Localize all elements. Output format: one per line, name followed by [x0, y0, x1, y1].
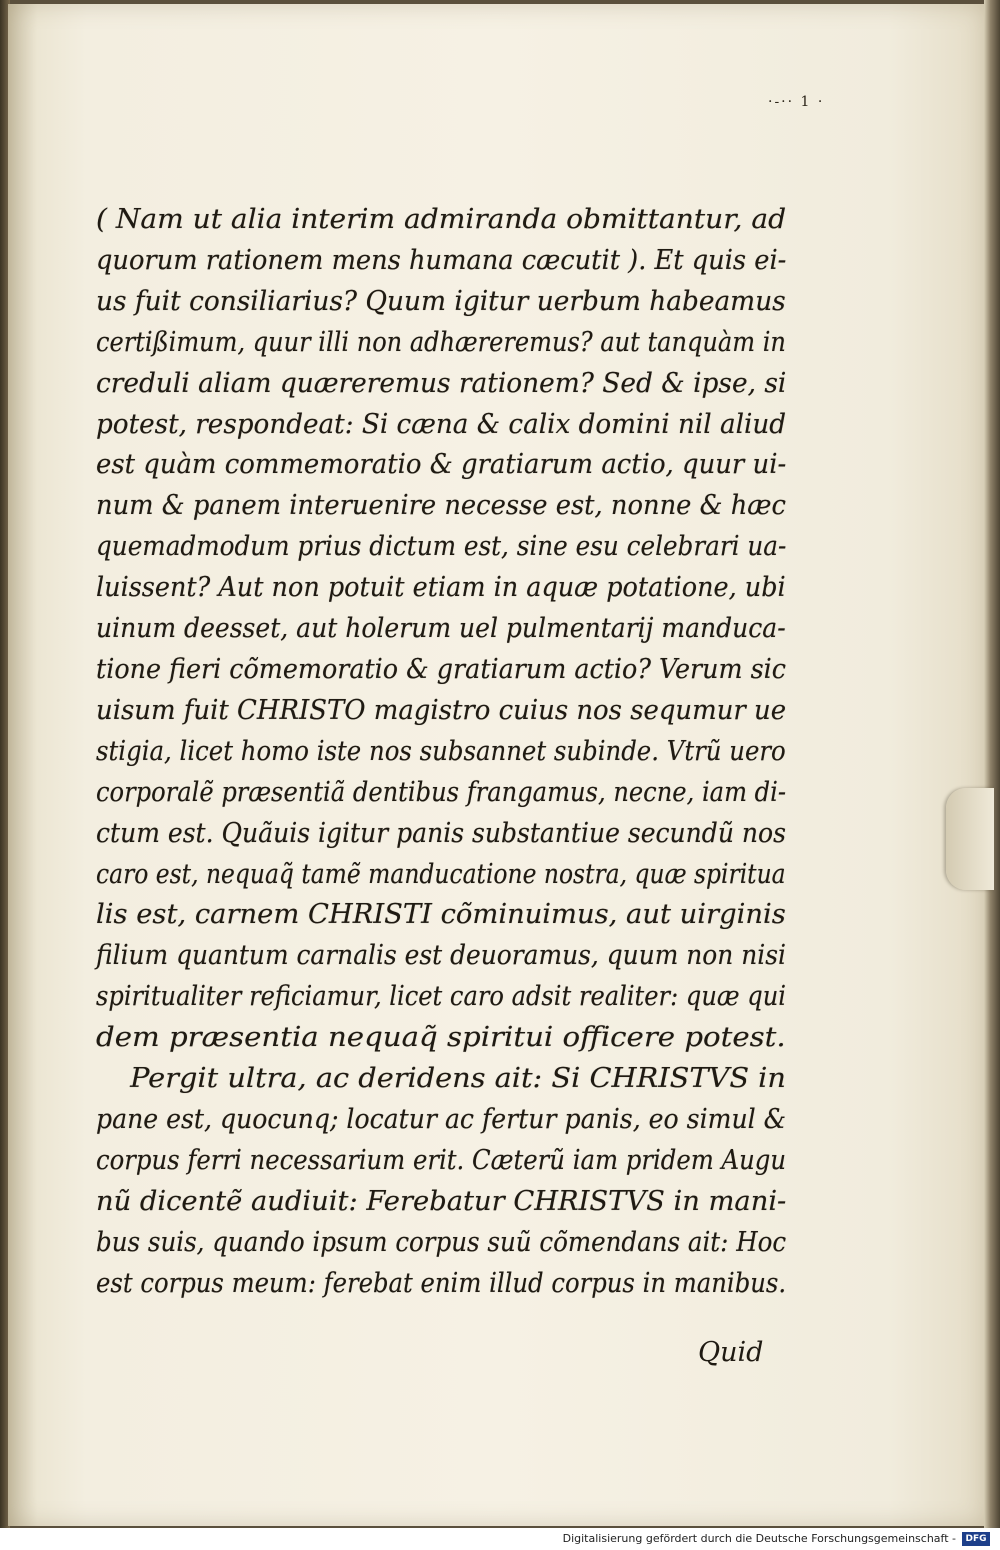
text-line: nũ dicentẽ audiuit: Ferebatur CHRISTVS in mani- [96, 1185, 787, 1217]
text-line: uinum deesset, aut holerum uel pulmentarij manduca- [96, 613, 786, 645]
text-line: spiritualiter reficiamur, licet caro adsit realiter: quæ qui [96, 981, 786, 1013]
text-line: pane est, quocunq; locatur ac fertur panis, eo simul & [96, 1103, 787, 1135]
funding-credit: Digitalisierung gefördert durch die Deutsche Forschungsgemeinschaft - [562, 1532, 956, 1545]
text-line: lis est, carnem CHRISTI cõminuimus, aut uirginis [96, 899, 786, 931]
text-line: quemadmodum prius dictum est, sine esu celebrari ua- [96, 531, 787, 563]
paragraph-start-line: Pergit ultra, ac deridens ait: Si CHRISTVS in [130, 1063, 786, 1095]
text-line: potest, respondeat: Si cæna & calix domini nil aliud [96, 408, 787, 440]
text-line: luissent? Aut non potuit etiam in aquæ potatione, ubi [96, 572, 786, 604]
page-edge-right [984, 0, 1000, 1528]
text-line: num & panem interuenire necesse est, nonne & hæc [96, 490, 786, 522]
text-line: caro est, nequaq̃ tamẽ manducatione nostra, quæ spiritua [96, 858, 786, 890]
thumb-tab-marker [946, 788, 994, 890]
book-page [8, 4, 986, 1526]
text-line: corpus ferri necessarium erit. Cæterũ iam pridem Augu [96, 1144, 787, 1176]
text-line: dem præsentia nequaq̃ spiritui officere potest. [96, 1022, 786, 1054]
dfg-logo-icon: DFG [962, 1532, 990, 1546]
text-line: certißimum, quur illi non adhæreremus? aut tanquàm in [96, 326, 786, 358]
text-line: est quàm commemoratio & gratiarum actio, quur ui- [96, 449, 787, 481]
text-line: us fuit consiliarius? Quum igitur uerbum habeamus [96, 285, 786, 317]
text-line: stigia, licet homo iste nos subsannet subinde. Vtrũ uero [96, 735, 786, 767]
text-line: est corpus meum: ferebat enim illud corpus in manibus. [96, 1267, 787, 1299]
footer-bar [0, 1528, 1000, 1550]
text-line: ( Nam ut alia interim admiranda obmittantur, ad [96, 204, 787, 235]
text-line: ctum est. Quãuis igitur panis substantiue secundũ nos [96, 817, 786, 849]
text-line: corporalẽ præsentiã dentibus frangamus, necne, iam di- [96, 776, 787, 808]
text-line: creduli aliam quæreremus rationem? Sed & ipse, si [96, 367, 787, 399]
text-line: quorum rationem mens humana cæcutit ). Et quis ei- [96, 244, 787, 276]
catchword: Quid [698, 1337, 764, 1368]
text-line: filium quantum carnalis est deuoramus, quum non nisi [96, 940, 786, 972]
text-line: tione fieri cõmemoratio & gratiarum actio? Verum sic [96, 653, 786, 685]
text-line: uisum fuit CHRISTO magistro cuius nos sequmur ue [96, 694, 787, 726]
text-block [96, 200, 796, 1304]
folio-mark: ·-·· 1 · [768, 94, 825, 110]
text-line: bus suis, quando ipsum corpus suũ cõmendans ait: Hoc [96, 1226, 787, 1258]
